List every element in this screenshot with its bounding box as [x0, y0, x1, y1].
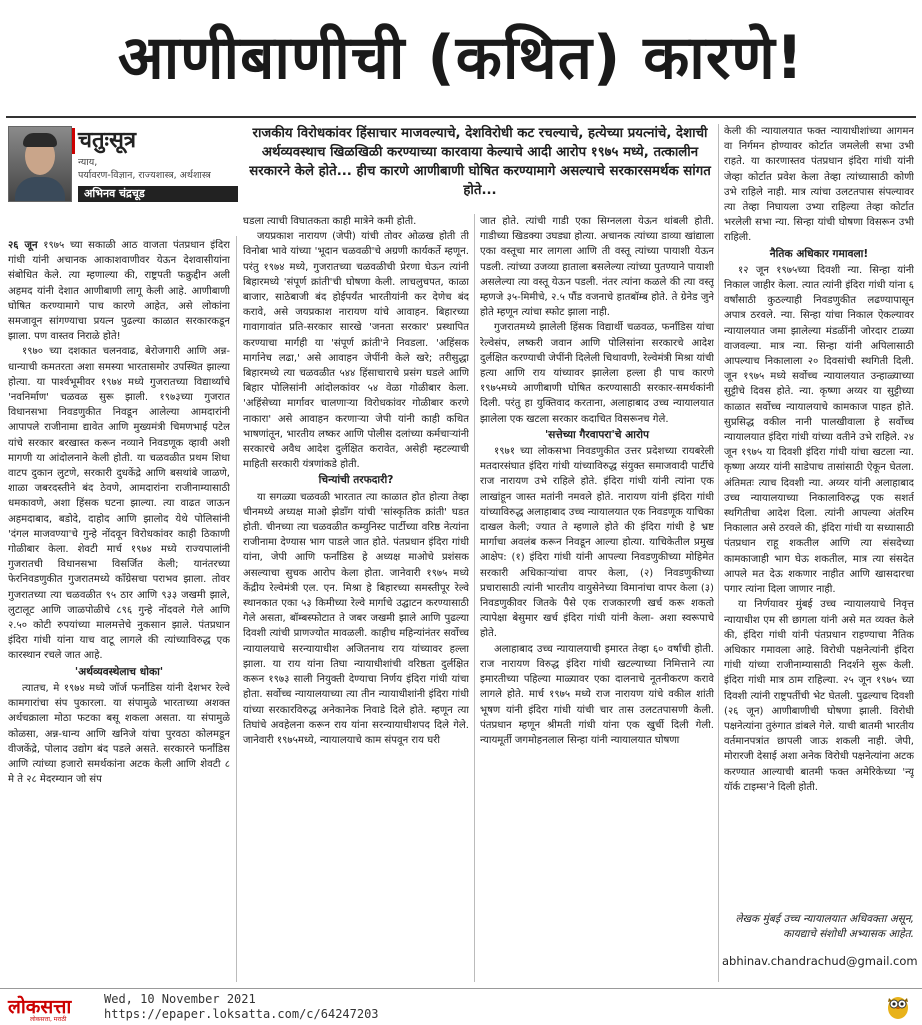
publication-date: Wed, 10 November 2021: [104, 992, 256, 1006]
paragraph: त्यातच, मे १९७४ मध्ये जॉर्ज फर्नांडिस यांनी देशभर रेल्वे कामगारांचा संप पुकारला. या संपामुळे भारताच्या अशक्त अर्थचक्राला मोठा फटका बसू शकला असता. या संपामुळे कोळसा, अन्न-धान्य आणि खनिजे यांचा पुरवठा कोलमडून वीजकेंद्रे, पोलाद उद्योग बंद पडले असते. सरकारने फर्नांडिस आणि त्यांच्या हजारो समर्थकांना अटक केली आणि शेवटी ८ मे ते २८ मेदरम्यान जो संप: [8, 682, 230, 786]
article-column-2: [243, 214, 469, 980]
headline: आणीबाणीची (कथित) कारणे!: [117, 23, 805, 93]
column-label: [8, 124, 234, 236]
author-note: लेखक मुंबई उच्च न्यायालयात अधिवक्ता असून, कायद्याचे संशोधी अभ्यासक आहेत.: [735, 913, 914, 940]
paragraph: केली की न्यायालयात फक्त न्यायाधीशांच्या आगमन वा निर्गमन होण्यावर कोर्टात जमलेली सभा उभी राहते. या कारणास्तव पंतप्रधान इंदिरा गांधी यांनी जेव्हा कोर्टात प्रवेश केला तेव्हा त्यांच्यासाठी कोणी उभे राहिले नाही. मात्र त्यांचा उलटतपास संपल्यावर त्या तेव्हा निघायला उभ्या राहिल्या तेव्हा कोर्टात भरलेली सभा न्या. सिन्हा यांची घोषणा विसरून उभी राहिली.: [724, 126, 914, 244]
article-column-4: [724, 124, 914, 908]
article-column-3: [480, 214, 714, 980]
logo-subtext: लोकसत्ता, मराठी: [30, 1016, 67, 1023]
subheading: 'अर्थव्यवस्थेलाच धोका': [74, 665, 164, 678]
author-email[interactable]: abhinav.chandrachud@gmail.com: [722, 954, 918, 968]
paragraph: १९७१ च्या लोकसभा निवडणुकीत उत्तर प्रदेशच्या रायबरेली मतदारसंघात इंदिरा गांधी यांच्याविरुद्ध संयुक्त समाजवादी पार्टीचे राज नारायण उभे राहिले होते. इंदिरा गांधी यांनी त्यांना एक लाखांहून जास्त मतांनी नमवले होते. नारायण यांनी इंदिरा गांधी यांच्याविरुद्ध अलाहाबाद उच्च न्यायालयात एक निवडणूक याचिका दाखल केली; ज्यात ते म्हणाले होते की इंदिरा गांधी हे भ्रष्ट मार्गाचा अवलंब करून निवडून आल्या होत्या. याचिकेतील प्रमुख आक्षेप: (१) इंदिरा गांधी यांनी आपल्या निवडणुकीच्या मोहिमेत सरकारी अधिकाऱ्यांचा वापर केला, (२) निवडणुकीच्या प्रचारासाठी त्यांनी भारतीय वायुसेनेच्या विमानांचा वापर केला (३) निवडणुकीवर जितके पैसे एक राजकारणी खर्च करू शकतो त्यापेक्षा बेसुमार खर्च इंदिरा गांधी यांनी केला- अशा स्वरूपाचे होते.: [480, 446, 714, 640]
paragraph: १२ जून १९७५च्या दिवशी न्या. सिन्हा यांनी निकाल जाहीर केला. त्यात त्यांनी इंदिरा गांधी यांना ६ वर्षांसाठी कुठल्याही निवडणुकीत लढण्यापासून अपात्र ठरवले. न्या. सिन्हा यांचा निकाल ऐकल्यावर न्यायालयात जमा झालेल्या मंडळींनी जोरदार टाळ्या वाजवल्या. मात्र न्या. सिन्हा यांनी अपिलासाठी आपल्याच निकालाला २० दिवसांची स्थगिती दिली. जून १९७५ मध्ये सर्वोच्च न्यायालयात उन्हाळ्याच्या सुट्टीचे दिवस होते. न्या. कृष्णा अय्यर या सुट्टीच्या काळात सर्वोच्च न्यायालयाचे कामकाज पाहत होते. सुप्रसिद्ध वकील नानी पालखीवाला हे सर्वोच्च न्यायालयात इंदिरा गांधी यांच्या वतीने उभे राहिले. २४ जून १९७५ या दिवशी इंदिरा गांधी यांचा खटला न्या. कृष्णा अय्यर यांनी साडेपाच तासांसाठी ऐकून घेतला. अंतिमतः त्याच दिवशी न्या. अय्यर यांनी अलाहाबाद उच्च न्यायालयाच्या निकालाविरुद्ध एक सशर्त स्थगितीचा आदेश दिला. त्यांनी आपल्या अंतरिम निकालात असे ठरवले की, इंदिरा गांधी या सध्यासाठी पंतप्रधान राहू शकतील आणि त्या संसदेच्या कामकाजाही भाग घेऊ शकतील, मात्र त्या संसदेत आपले मत देऊ शकणार नाहीत आणि खासदारचा पगार त्यांना दिला जाणार नाही.: [724, 264, 914, 596]
paragraph: जयप्रकाश नारायण (जेपी) यांची तोवर ओळख होती ती विनोबा भावे यांच्या 'भूदान चळवळी'चे अग्रणी कार्यकर्ते म्हणून. परंतु १९७४ मध्ये, गुजरातच्या चळवळीची प्रेरणा घेऊन त्यांनी बिहारमध्ये 'संपूर्ण क्रांती'ची घोषणा केली. लाचलुचपत, काळा बाजार, साठेबाजी बंद होईपर्यंत भारतीयांनी कर देणेच बंद करावे, असे जयप्रकाश नारायण यांचे आवाहन. बिहारच्या गावागावांत प्रति-सरकार सारखे 'जनता सरकार' प्रस्थापित करण्याचा मार्गही या 'संपूर्ण क्रांती'ने निवडला. 'अहिंसक मार्गानेच लढा,' असे आवाहन जेपींनी केले खरे; तरीसुद्धा बिहारमध्ये त्या चळवळीत ५४४ हिंसाचाराचे प्रसंग घडले आणि बिहार पोलिसांनी आंदोलकांवर ५४ वेळा गोळीबार केला. 'अहिंसेच्या मार्गावर चालणाऱ्या विरोधकांवर गोळीबार करणे नाकारा' असे आवाहन करणाऱ्या जेपी यांनी काही कथित भाषणांतून, भारतीय लष्कर आणि पोलीस दलांच्या कर्मचाऱ्यांनी सरकारचे अवैध आदेश दुर्लक्षित करावेत, असेही म्हटल्याची माहिती सरकारी यंत्रणांकडे होती.: [243, 231, 469, 471]
owl-icon: [884, 992, 912, 1020]
paragraph: या निर्णयावर मुंबई उच्च न्यायालयाचे निवृत्त न्यायाधीश एम सी छागला यांनी असे मत व्यक्त केले की, इंदिरा गांधी यांनी पंतप्रधान राहण्याचा नैतिक अधिकार गमावला आहे. विरोधी पक्षनेत्यांनी इंदिरा गांधी यांच्या राजीनाम्यासाठी निदर्शने सुरू केली. इंदिरा गांधी मात्र ठाम राहिल्या. २५ जून १९७५ च्या दिवशी त्यांनी राष्ट्रपतींची भेट घेतली. पुढल्याच दिवशी (२६ जून) आणीबाणीची घोषणा झाली. विरोधी पक्षनेत्यांना तुरुंगात डांबले गेले. याची बातमी भारतीय वर्तमानपत्रांत छापली जाऊ शकली नाही. जेपी, मोरारजी देसाई अशा अनेक विरोधी पक्षनेत्यांना अटक करण्यात आल्याची बातमी फक्त अमेरिकेच्या 'न्यू यॉर्क टाइम्स'ने दिली होती.: [724, 599, 914, 793]
column-divider: [718, 124, 719, 982]
article-column-1: [8, 238, 230, 980]
column-name: चतुःसूत्र: [78, 124, 136, 154]
column-divider: [236, 236, 237, 982]
author-photo: [8, 126, 72, 202]
paragraph: अलाहाबाद उच्च न्यायालयाची इमारत तेव्हा ६० वर्षांची होती. राज नारायण विरुद्ध इंदिरा गांधी खटल्याच्या निमित्ताने त्या इमारतीच्या पहिल्या माळ्यावर एका दालनाचे नूतनीकरण करावे लागले होते. मार्च १९७५ मध्ये राज नारायण यांचे वकील शांती भूषण यांनी इंदिरा गांधी यांची चार तास उलटतपासणी केली. पंतप्रधान म्हणून श्रीमती गांधी यांना एक खुर्ची दिली गेली. न्यायमूर्ती जगमोहनलाल सिन्हा यांनी न्यायालयात घोषणा: [480, 643, 714, 746]
paragraph: १९७० च्या दशकात चलनवाढ, बेरोजगारी आणि अन्न-धान्याची कमतरता अशा समस्या भारतासमोर उपस्थित झाल्या होत्या. या पार्श्वभूमीवर १९७४ मध्ये गुजरातच्या विद्यार्थ्यांचे 'नवनिर्माण' चळवळ सुरू झाली. १९७३च्या गुजरात विधानसभा निवडणुकीत निवडून आलेल्या आमदारांनी आपापले राजीनामा द्यावेत आणि मुख्यमंत्री चिमणभाई पटेल यांचे सरकार बरखास्त करून नव्याने निवडणूक व्हावी अशी मागणी या आंदोलनाने केली होती. या चळवळीत प्रथम शिधा वाटप दुकान लुटणे, सरकारी दुधकेंद्रे आणि बसथांबे जाळणे, शाळा जबरदस्तीने बंद ठेवणे, आमदारांना राजीनाम्यासाठी धमकावणे, अशा हिंसक घटना झाल्या. त्या वाढत जाऊन अहमदाबाद, बडोदे, दाहोद आणि झालोद येथे पोलिसांनी 'दंगल माजवण्या'चे गुन्हे नोंदवून विरोधकांवर काही ठिकाणी गोळीबार केला. शेवटी मार्च १९७४ मध्ये राज्यपालांनी गुजरातची विधानसभा विसर्जित केली; यानंतरच्या फेरनिवडणुकीत गुजरातमध्ये काँग्रेसचा पराभव झाला. तोवर गुजरातच्या त्या चळवळीत ९५ ठार आणि ९३३ जखमी झाले, लुटालूट आणि जाळपोळीचे ८९६ गुन्हे नोंदवले गेले आणि २.५० कोटी रुपयांच्या मालमत्तेचे नुकसान झाले. पंतप्रधान इंदिरा गांधी यांना याच वाटू लागले की त्यांच्याविरुद्ध एक कारस्थान रचले जात आहे.: [8, 346, 230, 662]
paragraph: जात होते. त्यांची गाडी एका सिग्नलला येऊन थांबली होती. गाडीच्या खिडक्या उघड्या होत्या. अचानक त्यांच्या डाव्या खांद्याला एका वस्तूचा मार लागला आणि ती वस्तू त्यांच्या पायाशी येऊन पडली. त्यांच्या उजव्या हाताला बसलेल्या त्यांच्या पुतण्याने पायाशी असलेल्या त्या वस्तू येऊन पडली. नंतर त्यांना कळले की त्या वस्तू म्हणजे ३५-मिमीचे, २.५ पौंड वजनाचे हातबॉम्ब होते. ते ग्रेनेड जुने होते म्हणून त्यांचा स्फोट झाला नाही.: [480, 216, 714, 319]
paragraph: गुजरातमध्ये झालेली हिंसक विद्यार्थी चळवळ, फर्नांडिस यांचा रेल्वेसंप, लष्करी जवान आणि पोलिसांना सरकारचे आदेश दुर्लक्षित करण्याची जेपींनी दिलेली चिथावणी, रेल्वेमंत्री मिश्रा यांची हत्या आणि राय यांच्यावर झालेला हल्ला ही पाच कारणे १९७५मध्ये आणीबाणी घोषित करण्यासाठी सरकार-समर्थकांनी दिली. परंतु हा युक्तिवाद करताना, अलाहाबाद उच्च न्यायालयात झालेला एक खटला सरकार कदाचित विसरूनच गेले.: [480, 322, 714, 425]
subheading: नैतिक अधिकार गमावला!: [769, 247, 869, 260]
paragraph: या सगळ्या चळवळी भारतात त्या काळात होत होत्या तेव्हा चीनमध्ये अध्यक्ष माओ झेडाँग यांची 'सांस्कृतिक क्रांती' घडत होती. चीनच्या त्या चळवळीत कम्युनिस्ट पार्टीच्या वरिष्ठ नेत्यांना राजीनामा देण्यास भाग पाडले जात होते. पंतप्रधान इंदिरा गांधी यांना, जेपी आणि फर्नांडिस हे अध्यक्ष माओचे प्रशंसक असल्याचा सुचक आरोप केला होता. जानेवारी १९७५ मध्ये केंद्रीय रेल्वेमंत्री एल. एन. मिश्रा हे बिहारच्या समस्तीपूर रेल्वे स्थानकात एका ५३ किमीच्या रेल्वे मार्गाचे उद्घाटन करण्यासाठी गेले असता, बॉम्बस्फोटात ते जबर जखमी झाले आणि पुढल्या दिवशी त्यांची प्राणज्योत मावळली. काहीच महिन्यांनंतर सर्वोच्च न्यायालयाचे सरन्यायाधीश अजितनाथ राय यांच्यावर हल्ला झाला. या राय यांना तिघा न्यायाधीशांची वरिष्ठता दुर्लक्षित करून १९७३ साली नियुक्ती देण्याचा निर्णय इंदिरा गांधी यांचा होता. सर्वोच्च न्यायालयाच्या त्या तीन न्यायाधीशांनी इंदिरा गांधी यांच्या सरकारविरुद्ध अनेकानेक निवाडे दिले होते. म्हणून त्या तिघांचे अवहेलना करून राय यांना सरन्यायाधीशपद दिले गेले. जानेवारी १९७५मध्ये, न्यायालयाचे काम संपवून राय घरी: [243, 491, 469, 746]
author-name: अभिनव चंद्रचूड: [78, 186, 238, 202]
column-divider: [474, 214, 475, 982]
header-divider: [6, 116, 916, 118]
column-tagline: न्याय, पर्यावरण-विज्ञान, राज्यशास्त्र, अर्थशास्त्र: [78, 157, 211, 181]
paragraph: २६ जून १९७५ च्या सकाळी आठ वाजता पंतप्रधान इंदिरा गांधी यांनी अचानक आकाशवाणीवर येऊन देशवासीयांना संबोधित केले. त्या म्हणाल्या की, राष्ट्रपती फक्रुद्दीन अली अहमद यांनी देशात आणीबाणी लागू केली आहे. आणीबाणी घोषित करण्यामागे पाच कारणे आहेत, असे लोकांना समजावून सांगण्याचा प्रयत्न पुढल्या काळात सरकारकडून झाला. पण वास्तव निराळे होते!: [8, 240, 230, 343]
loksatta-logo: लोकसत्ता: [8, 996, 72, 1018]
paragraph: घडला त्याची विघातकता काही मात्रेने कमी होती.: [243, 216, 417, 227]
epaper-url[interactable]: https://epaper.loksatta.com/c/64247203: [104, 1007, 379, 1021]
subheading: 'सत्तेच्या गैरवापरा'चे आरोप: [544, 428, 650, 441]
deck-summary: राजकीय विरोधकांवर हिंसाचार माजवल्याचे, देशविरोधी कट रचल्याचे, हत्येच्या प्रयत्नांचे, देशाची अर्थव्यवस्थाच खिळखिळी करण्याच्या कारवाया केल्याचे आदी आरोप १९७५ मध्ये, तत्कालीन सरकारने केले होते... हीच कारणे आणीबाणी घोषित करण्यामागे असल्याचे सरकारसमर्थक सांगत होते...: [249, 126, 711, 198]
epaper-footer: [0, 988, 922, 1025]
subheading: चिन्यांची तरफदारी?: [318, 474, 394, 487]
